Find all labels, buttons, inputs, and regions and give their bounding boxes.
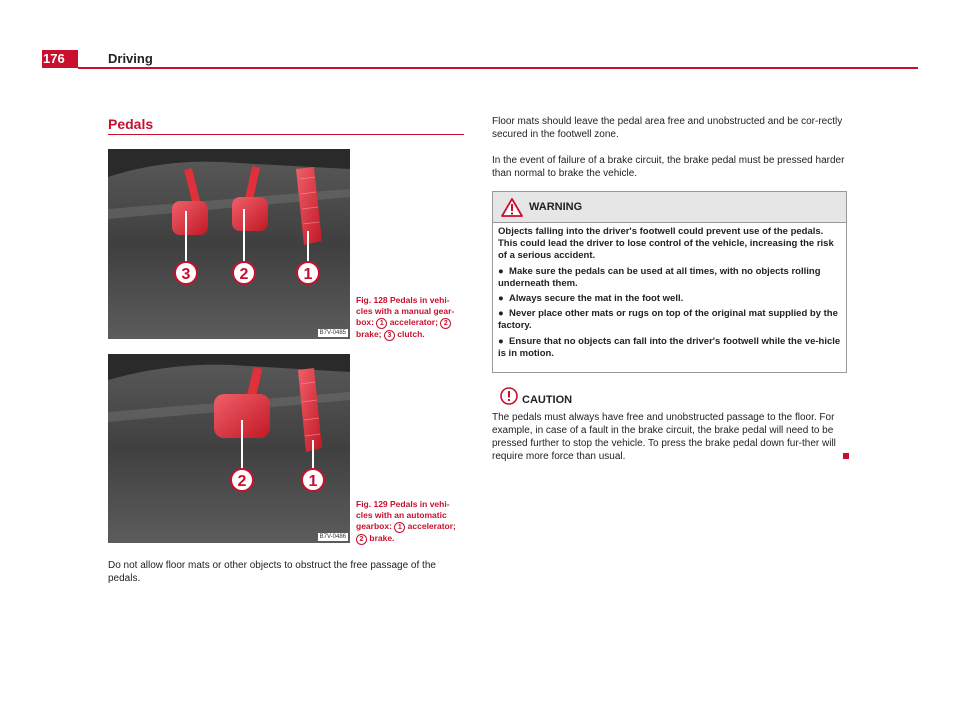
- caption-lead: Fig. 128 Pedals in vehi-cles with a manual gear-box:: [356, 295, 455, 327]
- figure-automatic-gearbox: [108, 354, 350, 543]
- figure-code: B7V-0485: [319, 330, 346, 336]
- warning-header: [493, 192, 846, 223]
- warning-bullet-text: Always secure the mat in the foot well.: [509, 293, 684, 305]
- bullet-glyph: ●: [498, 265, 504, 277]
- warning-bullet-text: Make sure the pedals can be used at all times, with no objects rolling underneath them.: [498, 265, 821, 289]
- caution-text: The pedals must always have free and unobstructed passage to the floor. For example, in case of a fault in the brake circuit, the brake pedal will need to be pressed further to stop the vehicle. To press the brake pedal down fur-ther will require more force than usual.: [492, 412, 836, 462]
- bullet-glyph: ●: [498, 308, 504, 320]
- figure-129-caption: [356, 499, 466, 545]
- caption-num-2: 2: [440, 318, 451, 329]
- warning-body: [493, 223, 846, 366]
- chapter-title: Driving: [108, 51, 153, 66]
- caption-num-2: 2: [356, 534, 367, 545]
- callout-2: [233, 262, 255, 284]
- right-paragraph-1: Floor mats should leave the pedal area free and unobstructed and be cor-rectly secured in the footwell zone.: [492, 116, 843, 140]
- callout-2: [231, 469, 253, 491]
- caption-num-1: 1: [376, 318, 387, 329]
- manual-pedals-illustration: [108, 149, 350, 339]
- warning-bullet-text: Ensure that no objects can fall into the driver's footwell while the ve-hicle is in motion.: [498, 335, 841, 359]
- figure-code: B7V-0486: [319, 534, 346, 540]
- warning-bullet: [498, 293, 841, 305]
- caption-lead: Fig. 129 Pedals in vehi-cles with an automatic gearbox:: [356, 499, 450, 531]
- callout-1: [302, 469, 324, 491]
- caption-label-3: clutch.: [397, 329, 425, 339]
- callout-1: [297, 262, 319, 284]
- warning-intro: Objects falling into the driver's footwell could prevent use of the pedals. This could lead the driver to lose control of the vehicle, increasing the risk of a serious accident.: [498, 226, 834, 262]
- warning-bullet: [498, 266, 841, 290]
- automatic-pedals-illustration: [108, 354, 350, 543]
- caption-label-2: brake;: [356, 329, 382, 339]
- caution-title: CAUTION: [522, 394, 573, 406]
- section-end-marker: [843, 453, 849, 459]
- warning-title: WARNING: [529, 201, 583, 213]
- bullet-glyph: ●: [498, 335, 504, 347]
- figure-manual-gearbox: [108, 149, 350, 339]
- header-rule: [78, 67, 918, 69]
- callout-2-label: 2: [237, 473, 247, 490]
- callout-1-label: 1: [303, 266, 313, 283]
- page-number: 176: [42, 50, 78, 68]
- callout-3: [175, 262, 197, 284]
- right-paragraph-2: In the event of failure of a brake circuit, the brake pedal must be pressed harder than normal to brake the vehicle.: [492, 155, 845, 179]
- warning-triangle-icon: [501, 198, 523, 217]
- figure-128-caption: [356, 295, 466, 341]
- section-rule: [108, 134, 464, 135]
- caption-label-1: accelerator;: [407, 521, 456, 531]
- warning-bullet-text: Never place other mats or rugs on top of the original mat supplied by the factory.: [498, 308, 838, 332]
- caption-label-1: accelerator;: [389, 317, 438, 327]
- callout-1-label: 1: [308, 473, 318, 490]
- callout-3-label: 3: [181, 266, 191, 283]
- caption-label-2: brake.: [369, 533, 395, 543]
- left-body-paragraph: Do not allow floor mats or other objects to obstruct the free passage of the pedals.: [108, 560, 436, 584]
- caption-num-1: 1: [394, 522, 405, 533]
- callout-2-label: 2: [239, 266, 249, 283]
- caution-icon: [500, 387, 518, 405]
- warning-box: [492, 191, 847, 373]
- caption-num-3: 3: [384, 330, 395, 341]
- bullet-glyph: ●: [498, 293, 504, 305]
- warning-bullet: [498, 308, 841, 332]
- clutch-pedal: [172, 201, 208, 235]
- section-title: Pedals: [108, 116, 154, 132]
- warning-bullet: [498, 336, 841, 360]
- brake-pedal: [232, 197, 268, 231]
